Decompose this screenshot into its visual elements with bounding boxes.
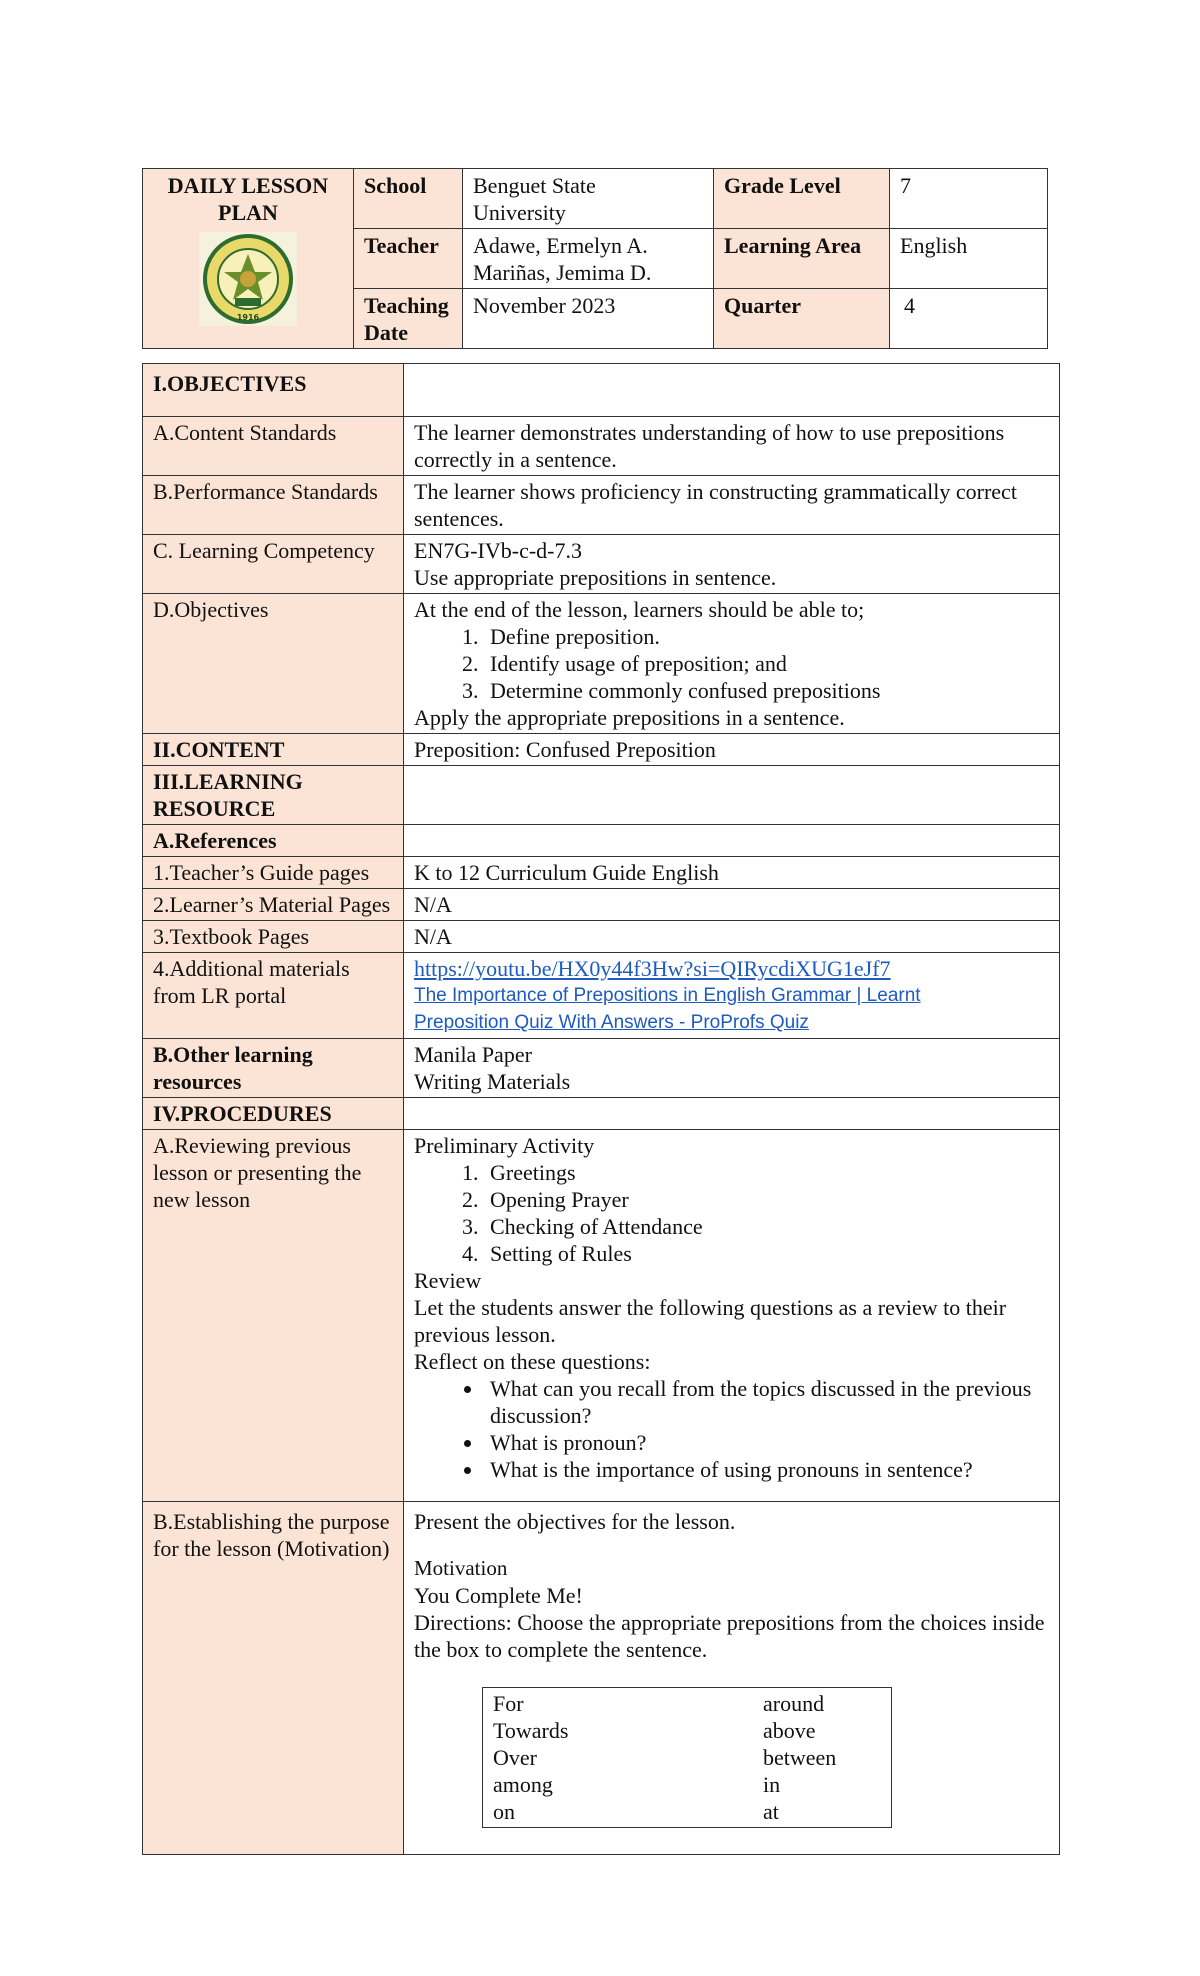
list-item: 3. Checking of Attendance [484,1213,1049,1240]
teachers-guide-label: 1.Teacher’s Guide pages [143,857,404,889]
teaching-date-label: Teaching Date [354,289,463,349]
learning-area-label: Learning Area [714,229,890,289]
procedures-heading: IV.PROCEDURES [143,1098,404,1130]
preposition-quiz-link[interactable]: Preposition Quiz With Answers - ProProfs Quiz [414,1012,809,1033]
additional-materials-value [404,953,1060,1039]
reflect-text: Reflect on these questions: [414,1349,651,1374]
svg-text:1916: 1916 [236,313,260,322]
youtube-link[interactable]: https://youtu.be/HX0y44f3Hw?si=QIRycdiXUG1eJf7 [414,956,891,981]
questions-list [414,1375,1049,1483]
header-table [142,168,1048,349]
choice-row: Over between [493,1745,837,1770]
school-label: School [354,169,463,229]
learning-resource-heading: III.LEARNING RESOURCE [143,766,404,825]
list-item: 3. Determine commonly confused prepositions [484,677,1049,704]
activity-title: You Complete Me! [414,1583,583,1608]
list-item: • What can you recall from the topics discussed in the previous discussion? [484,1375,1049,1429]
preliminary-activity: Preliminary Activity [414,1133,595,1158]
learning-resource-value [404,766,1060,825]
references-heading: A.References [143,825,404,857]
list-item: • What is the importance of using pronouns in sentence? [484,1456,1049,1483]
quarter-value: 4 [890,289,1048,349]
teaching-date-value: November 2023 [463,289,714,349]
plan-title-cell [143,169,354,349]
objectives-heading: I.OBJECTIVES [143,364,404,417]
teachers-guide-value: K to 12 Curriculum Guide English [404,857,1060,889]
objectives-outro: Apply the appropriate prepositions in a sentence. [414,705,845,730]
objectives-heading-value [404,364,1060,417]
list-item: 4. Setting of Rules [484,1240,1049,1267]
establishing-purpose-value [404,1502,1060,1855]
textbook-pages-label: 3.Textbook Pages [143,921,404,953]
choices-box [482,1687,892,1828]
list-item: 2. Identify usage of preposition; and [484,650,1049,677]
content-heading: II.CONTENT [143,734,404,766]
content-standards-label: A.Content Standards [143,417,404,476]
learners-material-label: 2.Learner’s Material Pages [143,889,404,921]
content-standards-value: The learner demonstrates understanding of how to use prepositions correctly in a sentence. [404,417,1060,476]
choice-row: among in [493,1772,781,1797]
review-heading: Review [414,1268,482,1293]
university-seal-icon [199,232,297,326]
learning-competency-label: C. Learning Competency [143,535,404,594]
objectives-intro: At the end of the lesson, learners should be able to; [414,597,865,622]
choice-row: For around [493,1691,825,1716]
learning-area-value: English [890,229,1048,289]
lesson-plan-table [142,363,1060,1855]
performance-standards-label: B.Performance Standards [143,476,404,535]
reviewing-lesson-label: A.Reviewing previous lesson or presenting the new lesson [143,1130,404,1502]
list-item: 1. Greetings [484,1159,1049,1186]
teacher-value: Adawe, Ermelyn A. Mariñas, Jemima D. [463,229,714,289]
review-text: Let the students answer the following questions as a review to their previous lesson. [414,1295,1007,1347]
school-value: Benguet State University [463,169,714,229]
prepositions-article-link[interactable]: The Importance of Prepositions in English Grammar | Learnt [414,985,921,1006]
list-item: 1. Define preposition. [484,623,1049,650]
performance-standards-value: The learner shows proficiency in constructing grammatically correct sentences. [404,476,1060,535]
objectives-value [404,594,1060,734]
textbook-pages-value: N/A [404,921,1060,953]
list-item: • What is pronoun? [484,1429,1049,1456]
present-objectives: Present the objectives for the lesson. [414,1509,736,1534]
procedures-heading-value [404,1098,1060,1130]
objectives-list [414,623,1049,704]
grade-level-label: Grade Level [714,169,890,229]
content-value: Preposition: Confused Preposition [404,734,1060,766]
plan-title: DAILY LESSON PLAN [167,173,329,225]
preliminary-list [414,1159,1049,1267]
motivation-heading: Motivation [414,1556,508,1580]
other-resources-label: B.Other learning resources [143,1039,404,1098]
teacher-label: Teacher [354,229,463,289]
objectives-label: D.Objectives [143,594,404,734]
list-item: 2. Opening Prayer [484,1186,1049,1213]
quarter-label: Quarter [714,289,890,349]
additional-materials-label: 4.Additional materials from LR portal [143,953,404,1039]
establishing-purpose-label: B.Establishing the purpose for the lesson (Motivation) [143,1502,404,1855]
references-value [404,825,1060,857]
reviewing-lesson-value [404,1130,1060,1502]
learners-material-value: N/A [404,889,1060,921]
choice-row: on at [493,1799,779,1824]
other-resources-value: Manila Paper Writing Materials [404,1039,1060,1098]
learning-competency-value: EN7G-IVb-c-d-7.3 Use appropriate prepositions in sentence. [404,535,1060,594]
grade-level-value: 7 [890,169,1048,229]
directions-text: Directions: Choose the appropriate prepositions from the choices inside the box to complete the sentence. [414,1610,1045,1662]
choice-row: Towards above [493,1718,816,1743]
